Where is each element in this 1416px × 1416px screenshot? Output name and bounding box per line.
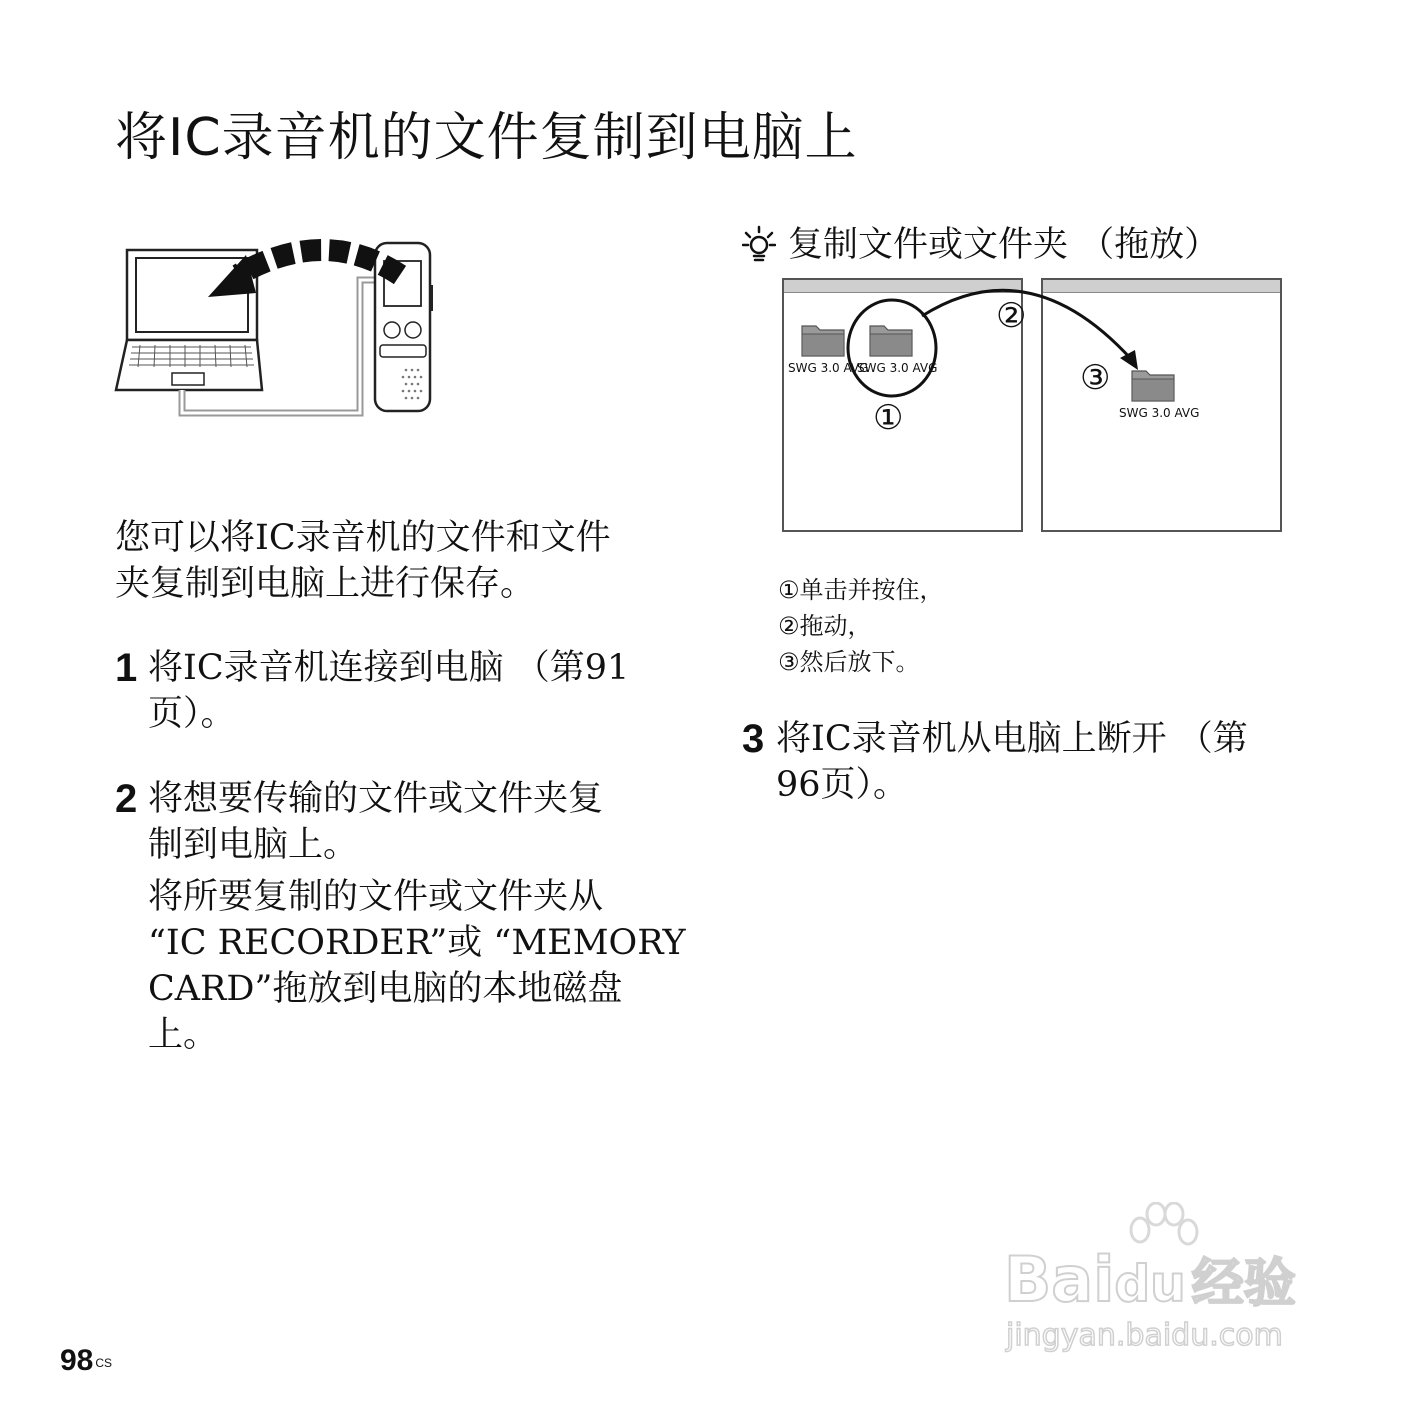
intro-line: 夹复制到电脑上进行保存。 xyxy=(115,564,536,604)
step-line: 将想要传输的文件或文件夹复 xyxy=(148,779,604,819)
step-2-text xyxy=(148,776,648,868)
baidu-watermark xyxy=(1000,1200,1340,1370)
page-number xyxy=(60,1343,112,1379)
intro-paragraph xyxy=(115,515,655,607)
step-line: 96页）。 xyxy=(776,765,909,805)
page-number-suffix: CS xyxy=(95,1356,113,1370)
marker-2: ② xyxy=(996,296,1027,336)
step-number: 2 xyxy=(115,777,138,821)
sub-step: ①单击并按住， xyxy=(778,576,944,604)
watermark-brand-du: du xyxy=(1114,1255,1186,1313)
step-line: “IC RECORDER”或 “MEMORY xyxy=(148,923,686,963)
watermark-url: jingyan.baidu.com xyxy=(1006,1318,1283,1353)
step-number: 3 xyxy=(742,717,765,761)
intro-line: 您可以将IC录音机的文件和文件 xyxy=(115,518,611,558)
step-line: 将IC录音机从电脑上断开 （第 xyxy=(776,719,1248,759)
folder-label: SWG 3.0 AVG xyxy=(857,361,938,375)
page-number-value: 98 xyxy=(60,1344,94,1377)
folder-label: SWG 3.0 AVG xyxy=(1119,406,1200,420)
sub-step: ③然后放下。 xyxy=(778,648,920,676)
drag-arc xyxy=(922,290,1132,360)
lightbulb-icon xyxy=(742,225,776,265)
step-line: 制到电脑上。 xyxy=(148,825,359,865)
step-line: 将所要复制的文件或文件夹从 xyxy=(148,877,604,917)
step-number: 1 xyxy=(115,646,138,690)
step-line: 上。 xyxy=(148,1015,219,1055)
step-line: 将IC录音机连接到电脑 （第91 xyxy=(148,648,630,688)
step-2-detail xyxy=(148,874,686,1058)
step-line: 页）。 xyxy=(148,694,236,734)
step-1-text xyxy=(148,645,648,737)
step-line: CARD”拖放到电脑的本地磁盘 xyxy=(148,969,623,1009)
step-3-text xyxy=(776,716,1296,808)
folder-label: SWG 3.0 AVG xyxy=(788,361,869,375)
watermark-brand-cn: 经验 xyxy=(1191,1254,1296,1314)
page-title: 将IC录音机的文件复制到电脑上 xyxy=(115,108,858,168)
arrowhead-icon xyxy=(1120,350,1138,370)
sub-step: ②拖动， xyxy=(778,612,872,640)
marker-1: ① xyxy=(873,398,904,438)
drag-diagram xyxy=(780,278,1300,478)
laptop-recorder-illustration xyxy=(110,235,440,425)
watermark-brand: Bai xyxy=(1004,1243,1115,1316)
tip-heading-text: 复制文件或文件夹 （拖放） xyxy=(788,225,1220,265)
marker-3: ③ xyxy=(1080,358,1111,398)
tip-sub-steps xyxy=(778,572,944,680)
tip-heading xyxy=(742,222,1219,268)
